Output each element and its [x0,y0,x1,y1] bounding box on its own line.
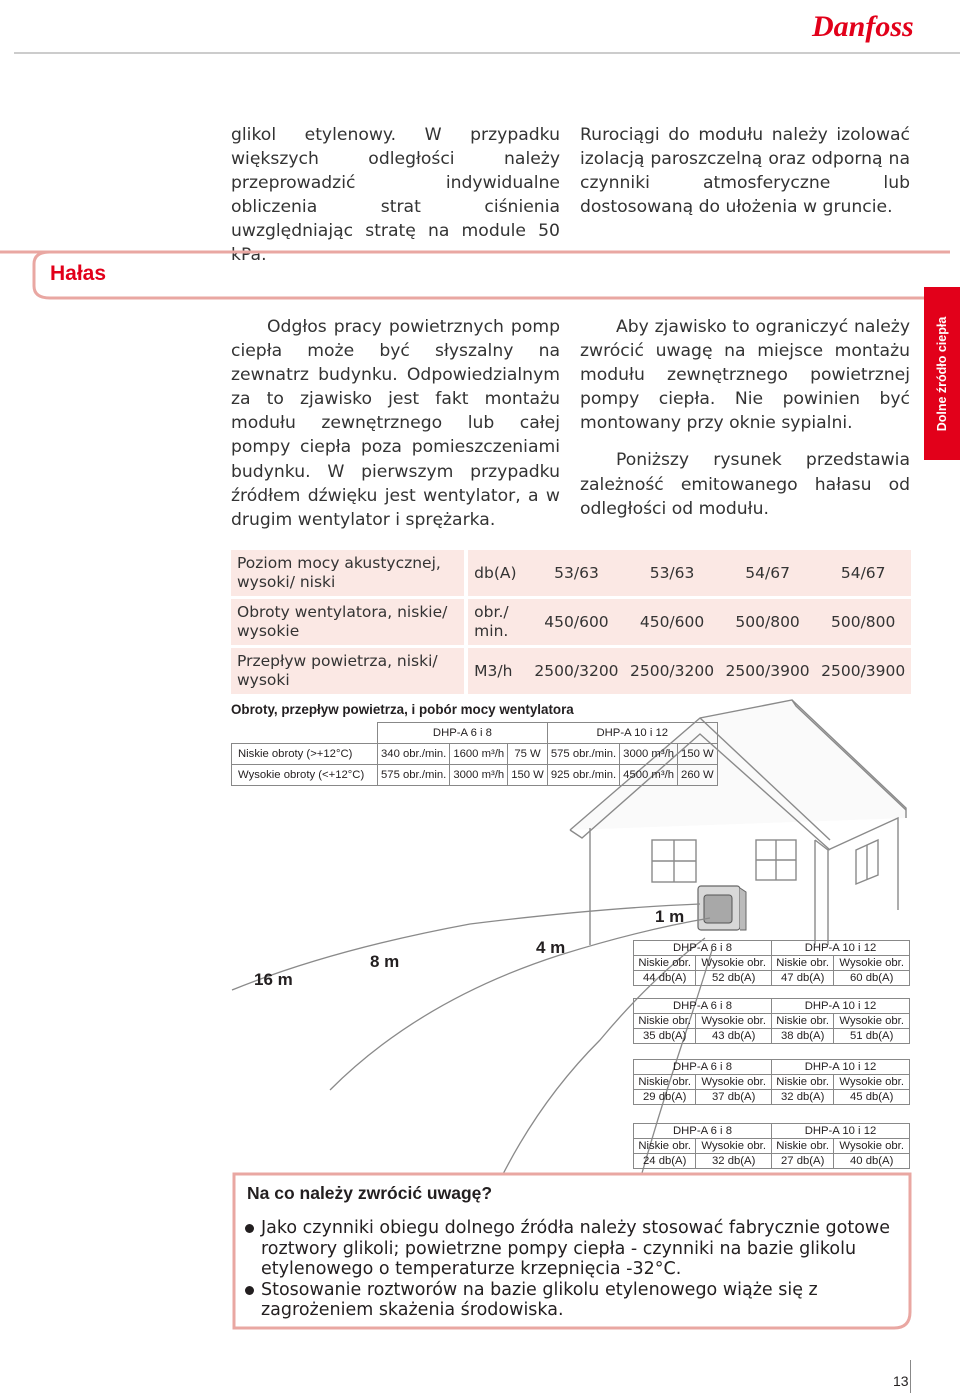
row-unit: db(A) [468,550,529,598]
cell-value: 2500/3200 [624,647,720,696]
body-left-paragraph [231,315,560,532]
table-row [634,971,910,986]
cell-value: 2500/3200 [529,647,625,696]
group-header: DHP-A 10 i 12 [771,999,909,1014]
table-cell: 150 W [508,765,548,786]
table-header-row [634,1124,910,1139]
row-label: Wysokie obroty (<+12°C) [232,765,378,786]
body-right-text-1: Aby zjawisko to ograniczyć należy zwrócić uwagę na miejsce montażu modułu zewnętrznego powietrznej pompy ciepła. Nie powinien być montowany przy oknie sypialni. [580,317,910,434]
row-label: Obroty wentylatora, niskie/ wysokie [231,598,464,647]
side-tab-label: Dolne źródło ciepła [935,316,949,431]
table-header-row [232,723,718,744]
subheader: Niskie obr. [771,1139,833,1154]
table-header-row [634,941,910,956]
group-header: DHP-A 6 i 8 [634,1124,772,1139]
subheader: Niskie obr. [634,1075,696,1090]
subheader: Wysokie obr. [834,1139,910,1154]
table-cell: 43 db(A) [696,1029,772,1044]
body-right-paragraph [580,315,910,521]
table-header-row [634,999,910,1014]
subheader: Niskie obr. [771,956,833,971]
noise-table-4m [633,998,910,1044]
table-cell: 575 obr./min. [547,744,619,765]
table-row [231,598,911,647]
row-unit: obr./ min. [468,598,529,647]
row-label: Poziom mocy akustycznej, wysoki/ niski [231,550,464,598]
group-header: DHP-A 10 i 12 [771,941,909,956]
table-cell: 35 db(A) [634,1029,696,1044]
cell-value: 450/600 [624,598,720,647]
table-cell: 4500 m³/h [620,765,678,786]
subheader: Niskie obr. [634,1139,696,1154]
cell-value: 2500/3900 [815,647,911,696]
table-row [634,1154,910,1169]
intro-left-paragraph [231,123,560,268]
subheader: Niskie obr. [634,1014,696,1029]
table-cell: 150 W [678,744,718,765]
table-row [634,1090,910,1105]
table-cell: 37 db(A) [696,1090,772,1105]
group-header: DHP-A 10 i 12 [771,1124,909,1139]
intro-right-paragraph [580,123,910,219]
group-header: DHP-A 6 i 8 [634,941,772,956]
group-header: DHP-A 10 i 12 [547,723,717,744]
cell-value: 450/600 [529,598,625,647]
table-row [231,647,911,696]
table-subheader-row [634,1014,910,1029]
table-cell: 260 W [678,765,718,786]
side-tab [924,287,960,460]
cell-value: 500/800 [815,598,911,647]
callout-bullets [245,1218,895,1321]
distance-label: 8 m [370,952,400,971]
subheader: Niskie obr. [771,1014,833,1029]
bullet-text: Jako czynniki obiegu dolnego źródła należy stosować fabrycznie gotowe roztwory glikoli; powietrzne pompy ciepła - czynniki na bazie glikolu etylenowego o temperaturze krzepnięcia -32°C. [261,1218,891,1279]
distance-label: 4 m [536,938,566,957]
table-cell: 1600 m³/h [450,744,508,765]
table-cell: 27 db(A) [771,1154,833,1169]
table-cell: 3000 m³/h [450,765,508,786]
distance-label: 1 m [655,907,685,926]
table-cell: 32 db(A) [771,1090,833,1105]
subheader: Wysokie obr. [696,956,772,971]
table-cell: 47 db(A) [771,971,833,986]
danfoss-logo-text: Danfoss [812,10,914,43]
table-subheader-row [634,1139,910,1154]
table-row [231,550,911,598]
group-header: DHP-A 10 i 12 [771,1060,909,1075]
table-subheader-row [634,1075,910,1090]
bullet-item [245,1280,895,1321]
table-cell: 60 db(A) [834,971,910,986]
row-unit: M3/h [468,647,529,696]
bullet-text: Stosowanie roztworów na bazie glikolu etylenowego wiąże się z zagrożeniem skażenia środowiska. [261,1279,818,1320]
noise-table-1m [633,940,910,986]
noise-table-16m [633,1123,910,1169]
section-title: Hałas [50,262,107,285]
table-row [232,765,718,786]
cell-value: 54/67 [720,550,816,598]
table-cell: 29 db(A) [634,1090,696,1105]
cell-value: 54/67 [815,550,911,598]
row-label: Przepływ powietrza, niski/ wysoki [231,647,464,696]
table-subheader-row [634,956,910,971]
table-cell: 44 db(A) [634,971,696,986]
noise-table-8m [633,1059,910,1105]
page-number: 13 [893,1373,909,1389]
intro-left-text: glikol etylenowy. W przypadku większych odległości należy przeprowadzić indywidualne obliczenia strat ciśnienia uwzględniając stratę na module 50 kPa. [231,125,560,266]
acoustic-spec-table [231,550,911,697]
bullet-item [245,1218,895,1280]
group-header: DHP-A 6 i 8 [378,723,548,744]
group-header: DHP-A 6 i 8 [634,1060,772,1075]
table-header-row [634,1060,910,1075]
bullet-icon [245,1224,254,1233]
subheader: Wysokie obr. [834,956,910,971]
fan-table [231,722,718,786]
body-right-text-2: Poniższy rysunek przedstawia zależność emitowanego hałasu od odległości od modułu. [580,450,910,519]
subheader: Wysokie obr. [696,1075,772,1090]
group-header: DHP-A 6 i 8 [634,999,772,1014]
cell-value: 500/800 [720,598,816,647]
table-cell: 575 obr./min. [378,765,450,786]
table-cell: 51 db(A) [834,1029,910,1044]
cell-value: 53/63 [624,550,720,598]
cell-value: 53/63 [529,550,625,598]
cell-value: 2500/3900 [720,647,816,696]
subheader: Niskie obr. [634,956,696,971]
subheader: Wysokie obr. [834,1014,910,1029]
table-row [232,744,718,765]
table-cell: 45 db(A) [834,1090,910,1105]
table-cell: 340 obr./min. [378,744,450,765]
body-left-text: Odgłos pracy powietrznych pomp ciepła może być słyszalny na zewnatrz budynku. Odpowiedzialnym za to zjawisko jest fakt montażu modułu zewnętrznego lub całej pompy ciepła poza pomieszczeniami budynku. W pierwszym przypadku źródłem dźwięku jest wentylator, a w drugim wentylator i sprężarka. [231,317,560,530]
table-cell: 40 db(A) [834,1154,910,1169]
table-cell: 24 db(A) [634,1154,696,1169]
subheader: Wysokie obr. [834,1075,910,1090]
table-cell: 38 db(A) [771,1029,833,1044]
table-cell: 925 obr./min. [547,765,619,786]
subheader: Wysokie obr. [696,1014,772,1029]
table-cell: 32 db(A) [696,1154,772,1169]
subheader: Niskie obr. [771,1075,833,1090]
table-cell: 52 db(A) [696,971,772,986]
section-bar [0,250,960,300]
row-label: Niskie obroty (>+12°C) [232,744,378,765]
danfoss-logo [808,6,914,46]
table-cell: 75 W [508,744,548,765]
subheader: Wysokie obr. [696,1139,772,1154]
table-row [634,1029,910,1044]
distance-label: 16 m [254,970,293,989]
fan-table-title: Obroty, przepływ powietrza, i pobór mocy wentylatora [231,702,574,717]
footer-divider [910,1360,911,1393]
intro-right-text: Rurociągi do modułu należy izolować izolacją paroszczelną oraz odporną na czynniki atmosferyczne lub dostosowaną do ułożenia w gruncie. [580,125,910,218]
header-divider [14,52,960,54]
table-cell: 3000 m³/h [620,744,678,765]
bullet-icon [245,1286,254,1295]
callout-title: Na co należy zwrócić uwagę? [247,1183,493,1203]
